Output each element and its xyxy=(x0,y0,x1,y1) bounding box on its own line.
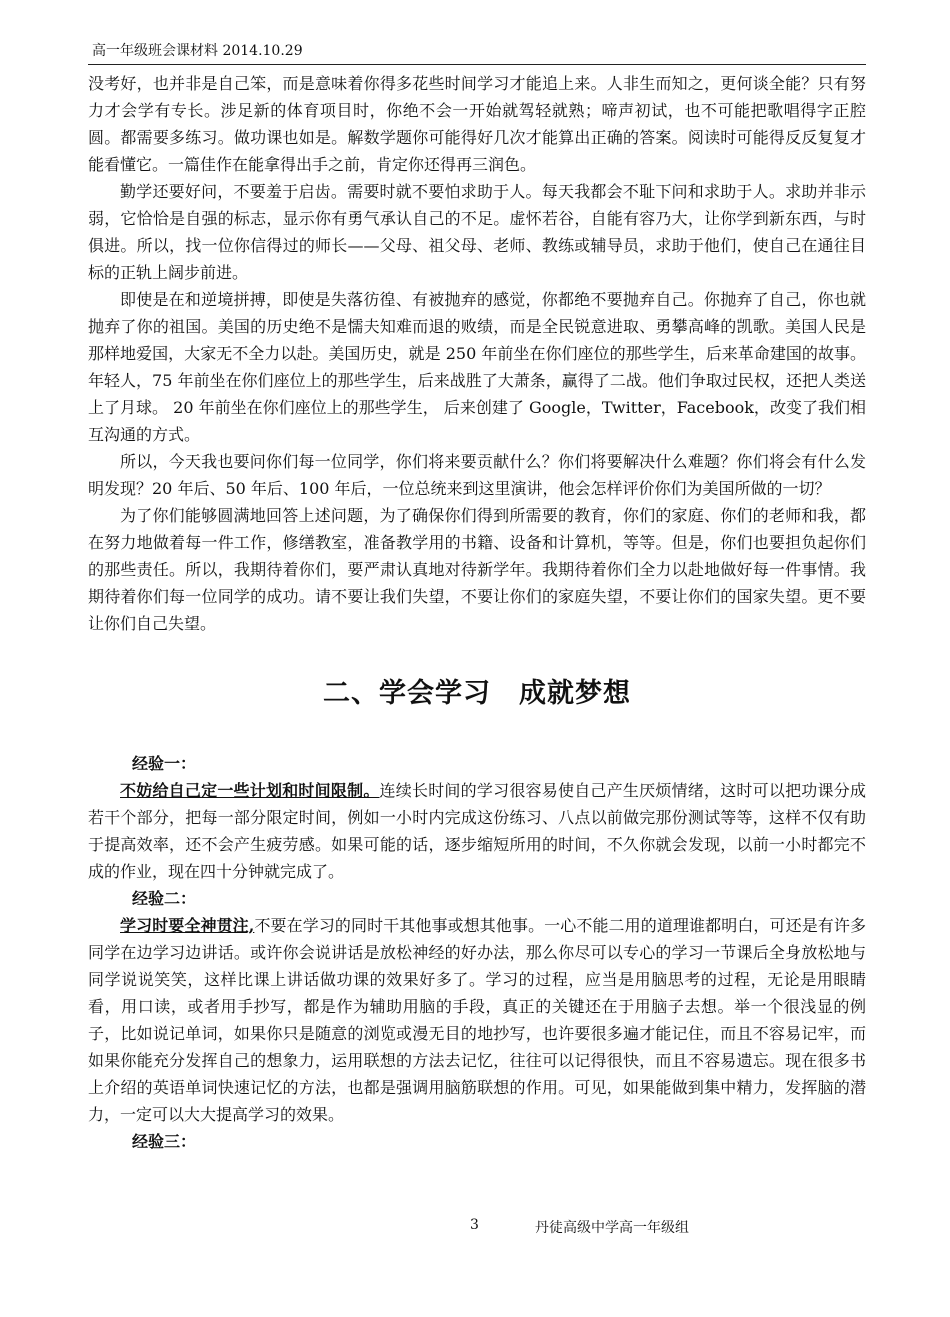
paragraph-2: 勤学还要好问，不要羞于启齿。需要时就不要怕求助于人。每天我都会不耻下问和求助于人。求助并非示弱，它恰恰是自强的标志，显示你有勇气承认自己的不足。虚怀若谷，自能有容乃大，让你学到新东西，与时俱进。所以，找一位你信得过的师长——父母、祖父母、老师、教练或辅导员，求助于他们，使自己在通往目标的正轨上阔步前进。 xyxy=(88,182,866,282)
section-title: 二、学会学习 成就梦想 xyxy=(323,678,631,709)
paragraph-5: 为了你们能够圆满地回答上述问题，为了确保你们得到所需要的教育，你们的家庭、你们的老师和我，都在努力地做着每一件工作，修缮教室，准备教学用的书籍、设备和计算机，等等。但是，你们也要担负起你们的那些责任。所以，我期待着你们，要严肃认真地对待新学年。我期待着你们全力以赴地做好每一件事情。我期待着你们每一位同学的成功。请不要让我们失望，不要让你们的家庭失望，不要让你们的国家失望。更不要让你们自己失望。 xyxy=(88,506,866,633)
experience-2-body: 不要在学习的同时干其他事或想其他事。一心不能二用的道理谁都明白，可还是有许多同学在边学习边讲话。或许你会说讲话是放松神经的好办法，那么你尽可以专心的学习一节课后全身放松地与同学说说笑笑，这样比课上讲话做功课的效果好多了。学习的过程，应当是用脑思考的过程，无论是用眼睛看，用口读，或者用手抄写，都是作为辅助用脑的手段，真正的关键还在于用脑子去想。举一个很浅显的例子，比如说记单词，如果你只是随意的浏览或漫无目的地抄写，也许要很多遍才能记住，而且不容易记牢，而如果你能充分发挥自己的想象力，运用联想的方法去记忆，往往可以记得很快，而且不容易遗忘。现在很多书上介绍的英语单词快速记忆的方法，也都是强调用脑筋联想的作用。可见，如果能做到集中精力，发挥脑的潜力，一定可以大大提高学习的效果。 xyxy=(88,916,866,1124)
document-body xyxy=(88,70,866,1155)
experience-1-lead: 不妨给自己定一些计划和时间限制。 xyxy=(120,781,380,800)
experience-1-label: 经验一： xyxy=(132,754,197,773)
experience-2-label: 经验二： xyxy=(132,889,197,908)
footer-org: 丹徒高级中学高一年级组 xyxy=(535,1220,689,1236)
experience-2-lead: 学习时要全神贯注, xyxy=(120,916,255,935)
header-rule xyxy=(88,64,866,65)
page-number: 3 xyxy=(470,1217,479,1233)
paragraph-3: 即使是在和逆境拼搏，即使是失落彷徨、有被抛弃的感觉，你都绝不要抛弃自己。你抛弃了自己，你也就抛弃了你的祖国。美国的历史绝不是懦夫知难而退的败绩，而是全民锐意进取、勇攀高峰的凯歌。美国人民是那样地爱国，大家无不全力以赴。美国历史，就是 250 年前坐在你们座位的那些学生，后来革命建国的故事。年轻人，75 年前坐在你们座位上的那些学生，后来战胜了大萧条，赢得了二战。他们争取过民权，还把人类送上了月球。 20 年前坐在你们座位上的那些学生， 后来创建了 Google，Twitter，Facebook，改变了我们相互沟通的方式。 xyxy=(88,290,866,444)
experience-3-label: 经验三： xyxy=(132,1132,197,1151)
paragraph-4: 所以，今天我也要问你们每一位同学，你们将来要贡献什么？你们将要解决什么难题？你们将会有什么发明发现？20 年后、50 年后、100 年后，一位总统来到这里演讲，他会怎样评价你们为美国所做的一切？ xyxy=(88,452,866,498)
experience-1-paragraph xyxy=(88,777,866,885)
paragraph-1: 没考好，也并非是自己笨，而是意味着你得多花些时间学习才能追上来。人非生而知之，更何谈全能？只有努力才会学有专长。涉足新的体育项目时，你绝不会一开始就驾轻就熟；啼声初试，也不可能把歌唱得字正腔圆。都需要多练习。做功课也如是。解数学题你可能得好几次才能算出正确的答案。阅读时可能得反反复复才能看懂它。一篇佳作在能拿得出手之前，肯定你还得再三润色。 xyxy=(88,74,866,174)
experience-1-body: 连续长时间的学习很容易使自己产生厌烦情绪，这时可以把功课分成若干个部分，把每一部分限定时间，例如一小时内完成这份练习、八点以前做完那份测试等等，这样不仅有助于提高效率，还不会产生疲劳感。如果可能的话，逐步缩短所用的时间，不久你就会发现，以前一小时都完不成的作业，现在四十分钟就完成了。 xyxy=(88,781,866,881)
experience-2-paragraph xyxy=(88,912,866,1128)
page-header: 高一年级班会课材料 2014.10.29 xyxy=(92,43,303,59)
